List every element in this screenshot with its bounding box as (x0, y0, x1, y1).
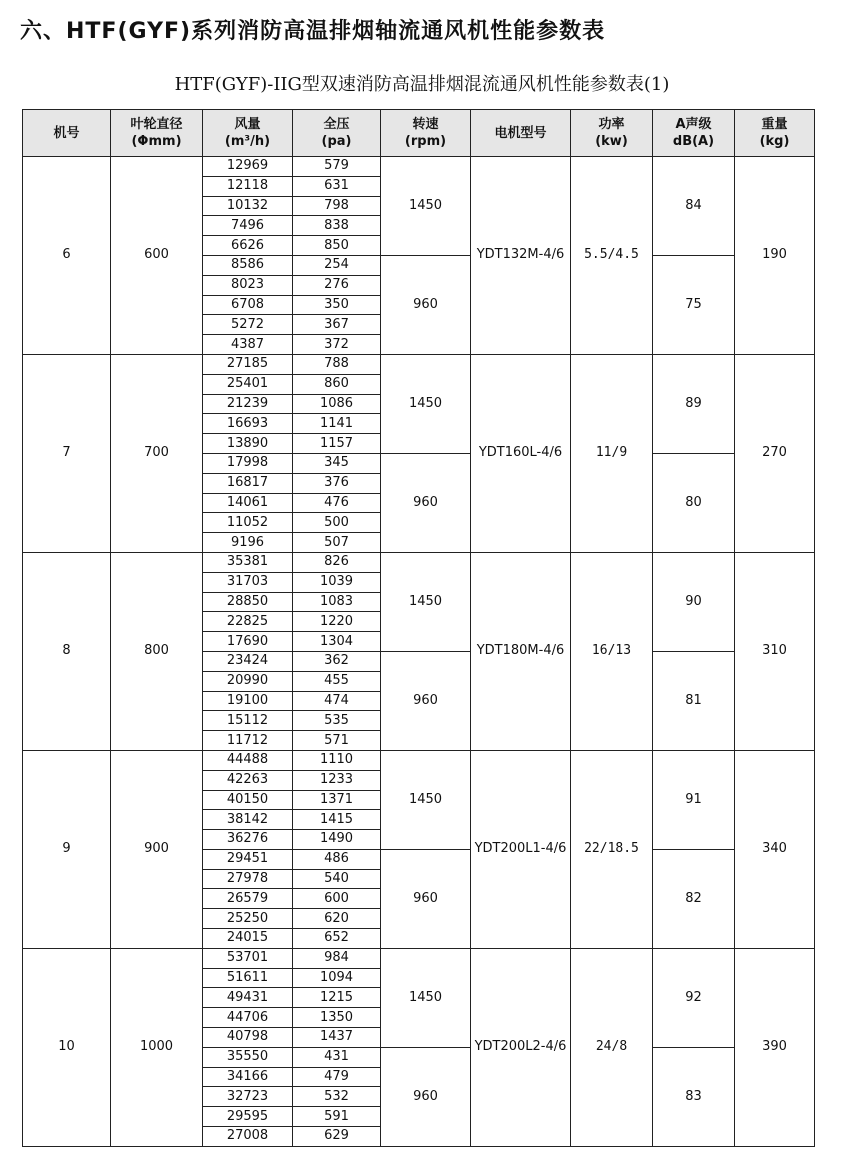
weight-cell: 340 (735, 750, 815, 948)
airflow-cell: 32723 (203, 1087, 293, 1107)
column-header-label: 功率 (598, 117, 625, 132)
airflow-cell: 5272 (203, 315, 293, 335)
speed-cell: 960 (381, 255, 471, 354)
airflow-cell: 40150 (203, 790, 293, 810)
airflow-cell: 21239 (203, 394, 293, 414)
column-header-label: 全压 (323, 117, 350, 132)
pressure-cell: 1415 (293, 810, 381, 830)
column-header-unit: (Φmm) (131, 134, 182, 149)
model-cell: 9 (23, 750, 111, 948)
airflow-cell: 28850 (203, 592, 293, 612)
motor-cell: YDT180M-4/6 (471, 552, 571, 750)
pressure-cell: 507 (293, 533, 381, 553)
column-header (203, 110, 293, 157)
airflow-cell: 25401 (203, 374, 293, 394)
pressure-cell: 798 (293, 196, 381, 216)
pressure-cell: 1233 (293, 770, 381, 790)
speed-cell: 960 (381, 849, 471, 948)
page-heading: 六、HTF(GYF)系列消防高温排烟轴流通风机性能参数表 (20, 19, 606, 44)
airflow-cell: 40798 (203, 1028, 293, 1048)
diameter-cell: 600 (111, 157, 203, 355)
pressure-cell: 1086 (293, 394, 381, 414)
airflow-cell: 17998 (203, 453, 293, 473)
pressure-cell: 1371 (293, 790, 381, 810)
power-cell: 5.5/4.5 (571, 157, 653, 355)
airflow-cell: 16817 (203, 473, 293, 493)
airflow-cell: 11052 (203, 513, 293, 533)
column-header-unit: (rpm) (404, 134, 447, 149)
pressure-cell: 631 (293, 176, 381, 196)
speed-cell: 960 (381, 453, 471, 552)
airflow-cell: 53701 (203, 948, 293, 968)
table-body (23, 157, 815, 1147)
pressure-cell: 350 (293, 295, 381, 315)
column-header-label: 叶轮直径 (130, 117, 183, 132)
airflow-cell: 29451 (203, 849, 293, 869)
motor-cell: YDT200L2-4/6 (471, 948, 571, 1146)
column-header-unit: (kg) (759, 134, 790, 149)
pressure-cell: 571 (293, 731, 381, 751)
pressure-cell: 1350 (293, 1008, 381, 1028)
pressure-cell: 1437 (293, 1028, 381, 1048)
table-row (23, 157, 815, 177)
pressure-cell: 486 (293, 849, 381, 869)
column-header-unit: dB(A) (672, 134, 715, 149)
pressure-cell: 579 (293, 157, 381, 177)
airflow-cell: 17690 (203, 632, 293, 652)
airflow-cell: 25250 (203, 909, 293, 929)
airflow-cell: 24015 (203, 929, 293, 949)
power-cell: 11/9 (571, 354, 653, 552)
pressure-cell: 826 (293, 552, 381, 572)
airflow-cell: 9196 (203, 533, 293, 553)
header-row (23, 110, 815, 157)
airflow-cell: 29595 (203, 1107, 293, 1127)
speed-cell: 1450 (381, 948, 471, 1047)
pressure-cell: 372 (293, 335, 381, 355)
airflow-cell: 42263 (203, 770, 293, 790)
noise-cell: 90 (653, 552, 735, 651)
noise-cell: 80 (653, 453, 735, 552)
pressure-cell: 850 (293, 236, 381, 256)
column-header-label: 风量 (234, 117, 261, 132)
airflow-cell: 35381 (203, 552, 293, 572)
pressure-cell: 345 (293, 453, 381, 473)
pressure-cell: 620 (293, 909, 381, 929)
pressure-cell: 652 (293, 929, 381, 949)
pressure-cell: 540 (293, 869, 381, 889)
table-row (23, 354, 815, 374)
weight-cell: 190 (735, 157, 815, 355)
motor-cell: YDT160L-4/6 (471, 354, 571, 552)
motor-cell: YDT200L1-4/6 (471, 750, 571, 948)
noise-cell: 92 (653, 948, 735, 1047)
airflow-cell: 35550 (203, 1047, 293, 1067)
pressure-cell: 629 (293, 1127, 381, 1147)
pressure-cell: 860 (293, 374, 381, 394)
pressure-cell: 479 (293, 1067, 381, 1087)
airflow-cell: 8586 (203, 255, 293, 275)
pressure-cell: 1083 (293, 592, 381, 612)
table-row (23, 750, 815, 770)
airflow-cell: 27008 (203, 1127, 293, 1147)
airflow-cell: 4387 (203, 335, 293, 355)
pressure-cell: 532 (293, 1087, 381, 1107)
pressure-cell: 788 (293, 354, 381, 374)
diameter-cell: 1000 (111, 948, 203, 1146)
table-row (23, 948, 815, 968)
column-header (735, 110, 815, 157)
airflow-cell: 44488 (203, 750, 293, 770)
column-header (571, 110, 653, 157)
airflow-cell: 23424 (203, 651, 293, 671)
airflow-cell: 27185 (203, 354, 293, 374)
airflow-cell: 16693 (203, 414, 293, 434)
pressure-cell: 376 (293, 473, 381, 493)
airflow-cell: 49431 (203, 988, 293, 1008)
airflow-cell: 11712 (203, 731, 293, 751)
power-cell: 24/8 (571, 948, 653, 1146)
weight-cell: 310 (735, 552, 815, 750)
airflow-cell: 51611 (203, 968, 293, 988)
column-header (381, 110, 471, 157)
pressure-cell: 276 (293, 275, 381, 295)
pressure-cell: 254 (293, 255, 381, 275)
airflow-cell: 20990 (203, 671, 293, 691)
speed-cell: 1450 (381, 157, 471, 256)
column-header (23, 110, 111, 157)
airflow-cell: 6708 (203, 295, 293, 315)
pressure-cell: 1215 (293, 988, 381, 1008)
airflow-cell: 19100 (203, 691, 293, 711)
pressure-cell: 1110 (293, 750, 381, 770)
pressure-cell: 1141 (293, 414, 381, 434)
column-header (293, 110, 381, 157)
column-header-unit: (m³/h) (224, 134, 271, 149)
power-cell: 22/18.5 (571, 750, 653, 948)
pressure-cell: 1220 (293, 612, 381, 632)
airflow-cell: 22825 (203, 612, 293, 632)
airflow-cell: 26579 (203, 889, 293, 909)
model-cell: 10 (23, 948, 111, 1146)
pressure-cell: 1039 (293, 572, 381, 592)
noise-cell: 84 (653, 157, 735, 256)
pressure-cell: 535 (293, 711, 381, 731)
speed-cell: 1450 (381, 750, 471, 849)
noise-cell: 91 (653, 750, 735, 849)
pressure-cell: 984 (293, 948, 381, 968)
column-header-unit: (pa) (321, 134, 352, 149)
column-header-label: A声级 (675, 117, 712, 132)
pressure-cell: 431 (293, 1047, 381, 1067)
pressure-cell: 362 (293, 651, 381, 671)
airflow-cell: 12118 (203, 176, 293, 196)
column-header-label: 电机型号 (494, 125, 547, 141)
airflow-cell: 15112 (203, 711, 293, 731)
airflow-cell: 31703 (203, 572, 293, 592)
column-header (471, 110, 571, 157)
pressure-cell: 838 (293, 216, 381, 236)
noise-cell: 89 (653, 354, 735, 453)
pressure-cell: 476 (293, 493, 381, 513)
diameter-cell: 900 (111, 750, 203, 948)
power-cell: 16/13 (571, 552, 653, 750)
column-header-label: 转速 (412, 117, 439, 132)
diameter-cell: 700 (111, 354, 203, 552)
column-header-unit: (kw) (595, 134, 628, 149)
column-header-label: 机号 (53, 125, 80, 141)
airflow-cell: 14061 (203, 493, 293, 513)
diameter-cell: 800 (111, 552, 203, 750)
pressure-cell: 1490 (293, 830, 381, 850)
pressure-cell: 600 (293, 889, 381, 909)
fan-performance-table (22, 109, 815, 1147)
motor-cell: YDT132M-4/6 (471, 157, 571, 355)
airflow-cell: 8023 (203, 275, 293, 295)
noise-cell: 81 (653, 651, 735, 750)
speed-cell: 960 (381, 1047, 471, 1146)
pressure-cell: 591 (293, 1107, 381, 1127)
airflow-cell: 38142 (203, 810, 293, 830)
column-header (653, 110, 735, 157)
airflow-cell: 10132 (203, 196, 293, 216)
column-header (111, 110, 203, 157)
pressure-cell: 1094 (293, 968, 381, 988)
model-cell: 6 (23, 157, 111, 355)
airflow-cell: 7496 (203, 216, 293, 236)
model-cell: 7 (23, 354, 111, 552)
airflow-cell: 6626 (203, 236, 293, 256)
airflow-cell: 12969 (203, 157, 293, 177)
model-cell: 8 (23, 552, 111, 750)
weight-cell: 390 (735, 948, 815, 1146)
speed-cell: 960 (381, 651, 471, 750)
pressure-cell: 455 (293, 671, 381, 691)
pressure-cell: 474 (293, 691, 381, 711)
pressure-cell: 500 (293, 513, 381, 533)
airflow-cell: 27978 (203, 869, 293, 889)
noise-cell: 82 (653, 849, 735, 948)
weight-cell: 270 (735, 354, 815, 552)
table-title: HTF(GYF)-IIG型双速消防高温排烟混流通风机性能参数表(1) (174, 74, 670, 95)
airflow-cell: 13890 (203, 434, 293, 454)
noise-cell: 75 (653, 255, 735, 354)
airflow-cell: 44706 (203, 1008, 293, 1028)
table-row (23, 552, 815, 572)
column-header-label: 重量 (761, 117, 788, 132)
airflow-cell: 36276 (203, 830, 293, 850)
speed-cell: 1450 (381, 354, 471, 453)
pressure-cell: 367 (293, 315, 381, 335)
pressure-cell: 1304 (293, 632, 381, 652)
airflow-cell: 34166 (203, 1067, 293, 1087)
pressure-cell: 1157 (293, 434, 381, 454)
noise-cell: 83 (653, 1047, 735, 1146)
speed-cell: 1450 (381, 552, 471, 651)
